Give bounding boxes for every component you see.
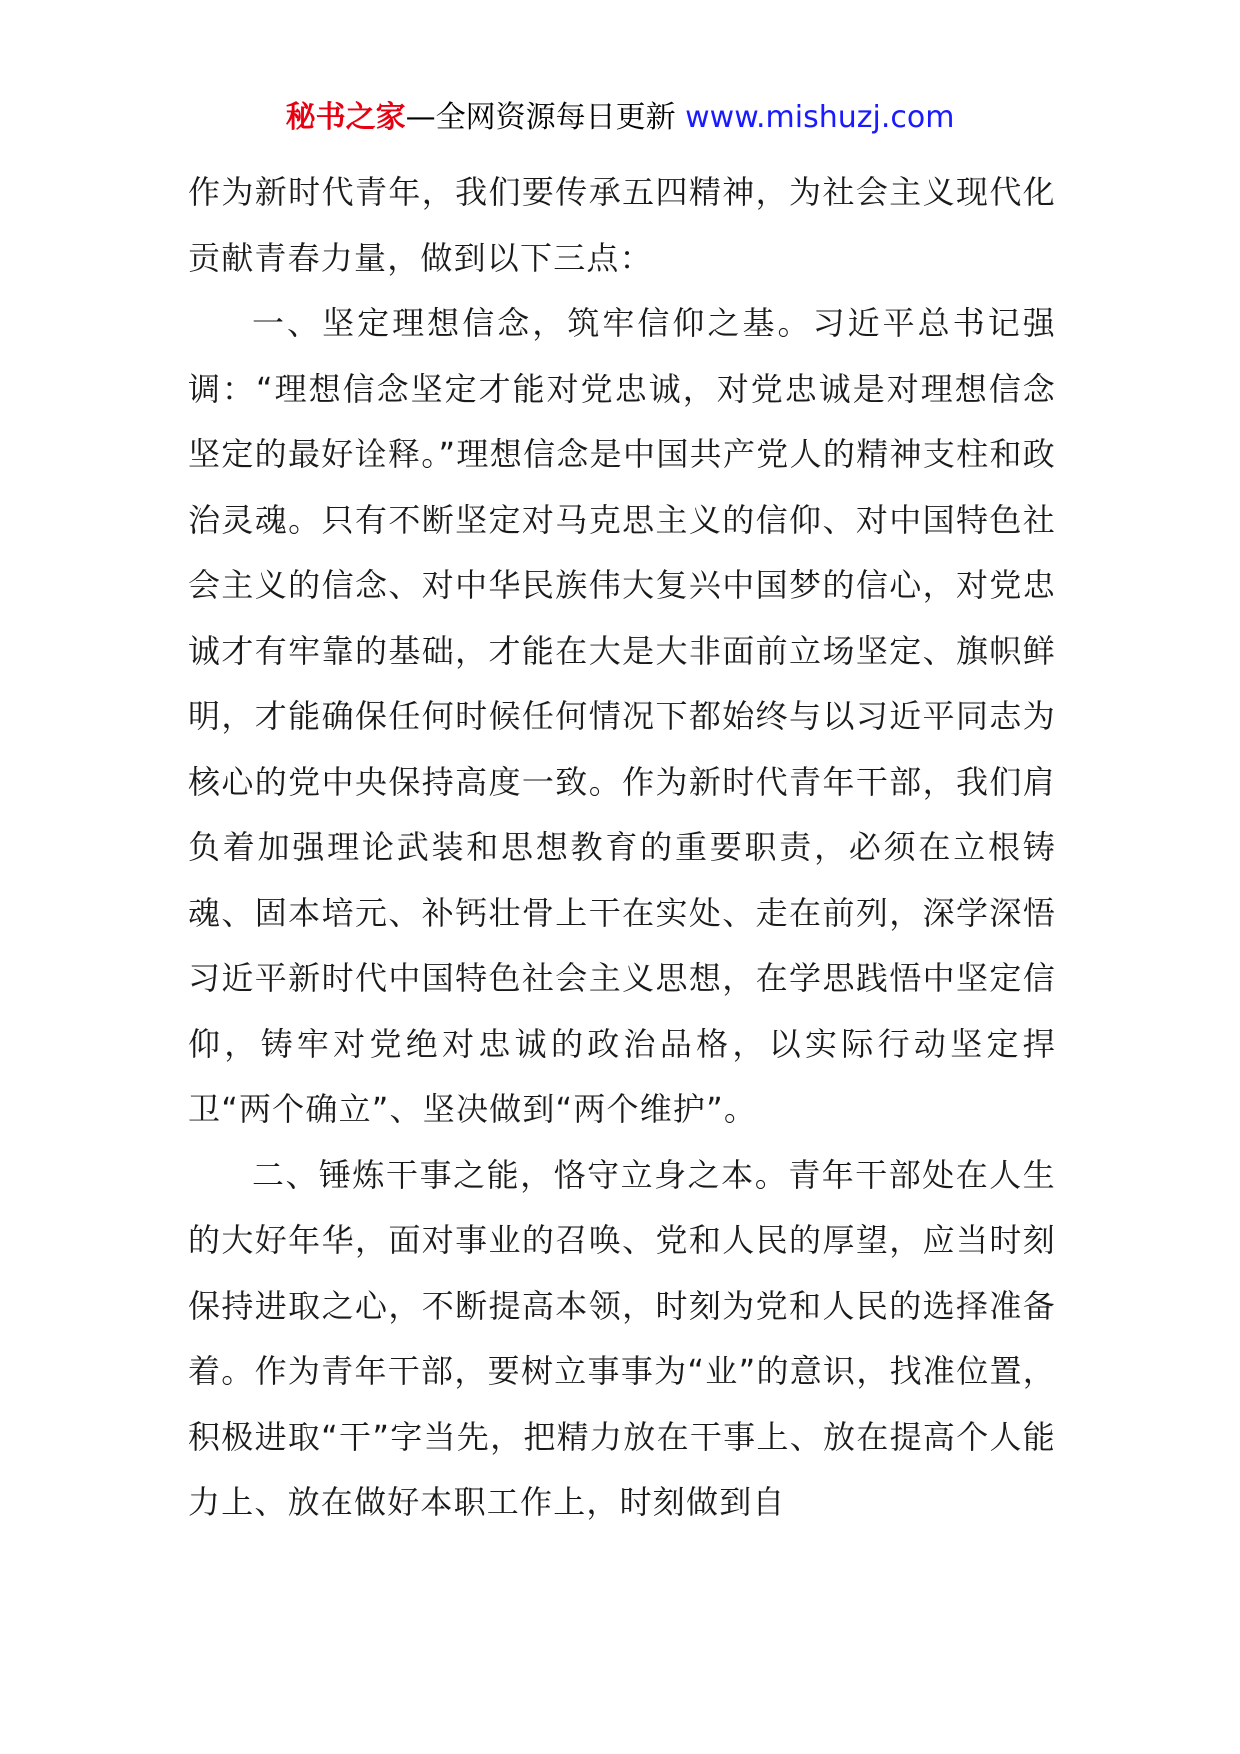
page-header [0, 98, 1240, 138]
paragraph-point-two: 二、锤炼干事之能，恪守立身之本。青年干部处在人生的大好年华，面对事业的召唤、党和人民的厚望，应当时刻保持进取之心，不断提高本领，时刻为党和人民的选择准备着。作为青年干部，要树立事事为“业”的意识，找准位置，积极进取“干”字当先，把精力放在干事上、放在提高个人能力上、放在做好本职工作上，时刻做到自 [188, 1155, 1056, 1521]
document-body [188, 160, 1056, 1536]
header-brand: 秘书之家 [285, 100, 406, 135]
header-tagline: —全网资源每日更新 [405, 100, 686, 135]
header-url-link[interactable]: www.mishuzj.com [685, 100, 955, 135]
paragraph-intro: 作为新时代青年，我们要传承五四精神，为社会主义现代化贡献青春力量，做到以下三点： [188, 173, 1056, 277]
paragraph-point-one: 一、坚定理想信念，筑牢信仰之基。习近平总书记强调：“理想信念坚定才能对党忠诚，对党忠诚是对理想信念坚定的最好诠释。”理想信念是中国共产党人的精神支柱和政治灵魂。只有不断坚定对马克思主义的信仰、对中国特色社会主义的信念、对中华民族伟大复兴中国梦的信心，对党忠诚才有牢靠的基础，才能在大是大非面前立场坚定、旗帜鲜明，才能确保任何时候任何情况下都始终与以习近平同志为核心的党中央保持高度一致。作为新时代青年干部，我们肩负着加强理论武装和思想教育的重要职责，必须在立根铸魂、固本培元、补钙壮骨上干在实处、走在前列，深学深悟习近平新时代中国特色社会主义思想，在学思践悟中坚定信仰，铸牢对党绝对忠诚的政治品格，以实际行动坚定捍卫“两个确立”、坚决做到“两个维护”。 [188, 304, 1056, 1128]
